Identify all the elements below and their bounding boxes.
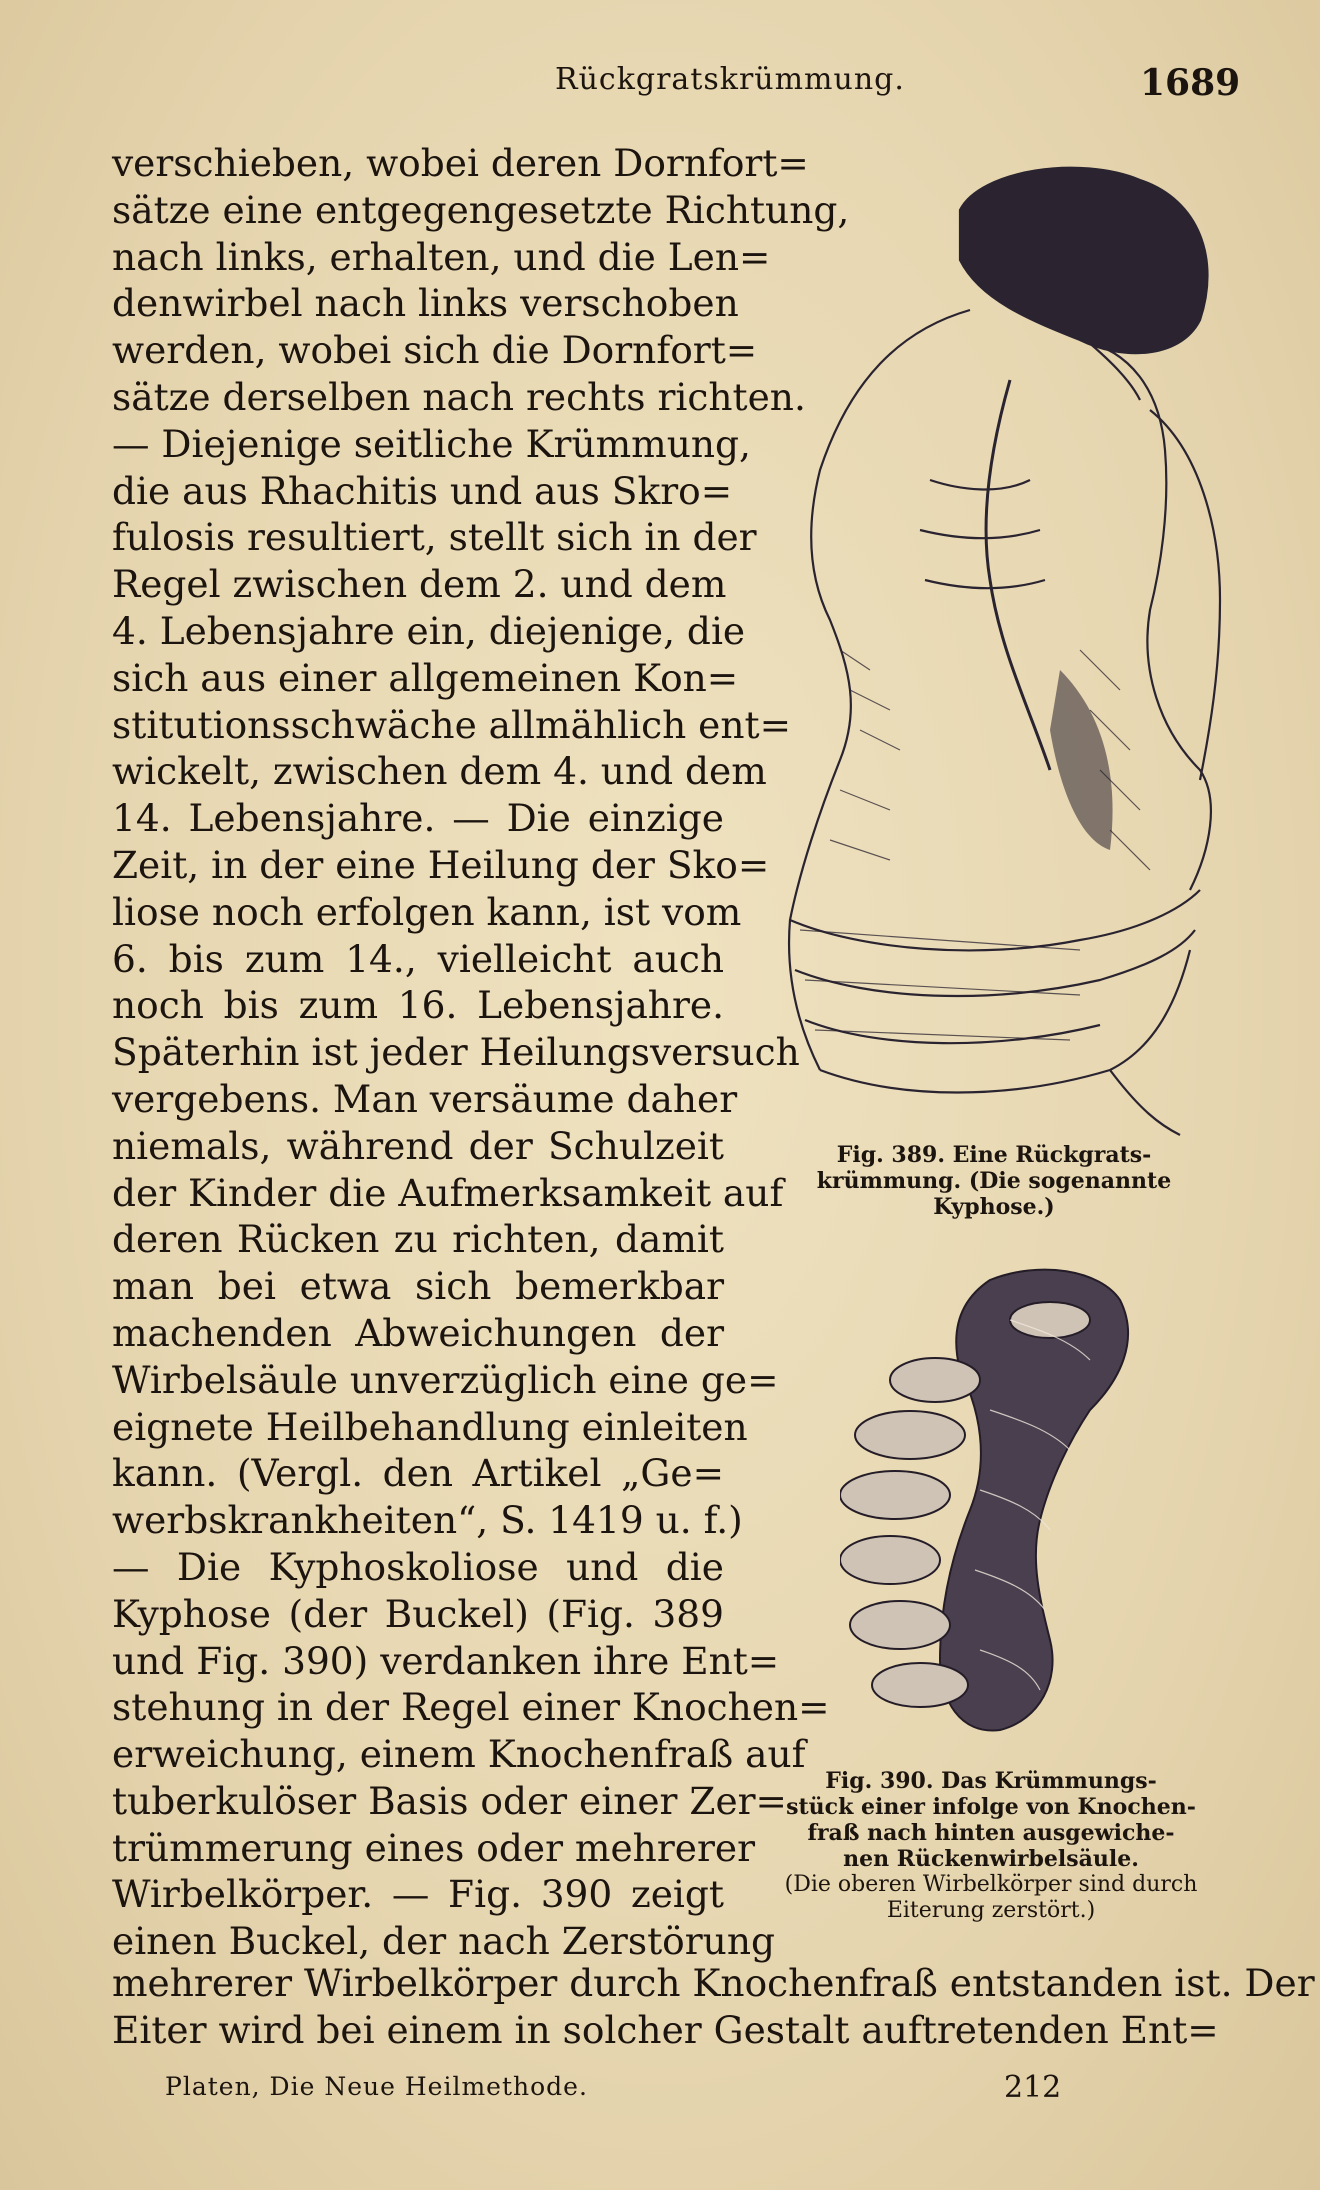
text-line: Regel zwischen dem 2. und dem (112, 562, 727, 607)
footer-book-title: Platen, Die Neue Heilmethode. (165, 2072, 588, 2101)
text-line: deren Rücken zu richten, damit (112, 1217, 724, 1262)
text-line: man bei etwa sich bemerkbar (112, 1264, 724, 1309)
text-line: — Die Kyphoskoliose und die (112, 1544, 724, 1589)
caption-line: stück einer infolge von Knochen- (786, 1794, 1196, 1820)
body-text-column (112, 140, 850, 1965)
caption-line: Kyphose.) (933, 1194, 1055, 1220)
text-line: verschieben, wobei deren Dornfort= (112, 141, 809, 185)
text-line: Eiter wird bei einem in solcher Gestalt auftretenden Ent= (112, 2007, 1219, 2052)
text-line: einen Buckel, der nach Zerstörung (112, 1919, 775, 1964)
text-line: 14. Lebensjahre. — Die einzige (112, 796, 724, 841)
text-line: stitutionsschwäche allmählich ent= (112, 702, 791, 747)
text-line: der Kinder die Aufmerksamkeit auf (112, 1170, 784, 1215)
page-number: 1689 (1140, 62, 1241, 104)
caption-line: krümmung. (Die sogenannte (816, 1168, 1172, 1194)
caption-line: fraß nach hinten ausgewiche- (807, 1820, 1175, 1846)
text-line: — Diejenige seitliche Krümmung, (112, 421, 751, 466)
text-line: denwirbel nach links verschoben (112, 281, 739, 326)
text-line: sich aus einer allgemeinen Kon= (112, 655, 739, 700)
text-line: liose noch erfolgen kann, ist vom (112, 889, 742, 934)
text-line: mehrerer Wirbelkörper durch Knochenfraß entstanden ist. Der (112, 1961, 1315, 2005)
text-line: trümmerung eines oder mehrerer (112, 1825, 755, 1870)
body-text-full-width (112, 1960, 1315, 2054)
text-line: Kyphose (der Buckel) (Fig. 389 (112, 1591, 724, 1636)
text-line: 6. bis zum 14., vielleicht auch (112, 936, 724, 981)
text-line: noch bis zum 16. Lebensjahre. (112, 983, 724, 1028)
text-line: erweichung, einem Knochenfraß auf (112, 1732, 806, 1777)
text-line: tuberkulöser Basis oder einer Zer= (112, 1778, 787, 1823)
footer-signature-number: 212 (1004, 2070, 1062, 2105)
text-line: und Fig. 390) verdanken ihre Ent= (112, 1638, 780, 1683)
caption-subline: Eiterung zerstört.) (886, 1898, 1096, 1923)
text-line: Wirbelkörper. — Fig. 390 zeigt (112, 1872, 724, 1917)
figure-390-caption (752, 1768, 1230, 1924)
text-line: Zeit, in der eine Heilung der Sko= (112, 842, 770, 887)
text-line: wickelt, zwischen dem 4. und dem (112, 749, 767, 794)
text-line: machenden Abweichungen der (112, 1310, 724, 1355)
text-line: sätze eine entgegengesetzte Richtung, (112, 187, 850, 232)
text-line: werbskrankheiten“, S. 1419 u. f.) (112, 1498, 743, 1543)
text-line: niemals, während der Schulzeit (112, 1123, 724, 1168)
text-line: stehung in der Regel einer Knochen= (112, 1685, 830, 1730)
text-line: eignete Heilbehandlung einleiten (112, 1404, 748, 1449)
text-line: die aus Rhachitis und aus Skro= (112, 468, 733, 513)
figure-390-illustration (840, 1260, 1140, 1740)
text-line: Wirbelsäule unverzüglich eine ge= (112, 1357, 779, 1402)
text-line: nach links, erhalten, und die Len= (112, 234, 771, 279)
caption-subline: (Die oberen Wirbelkörper sind durch (784, 1872, 1198, 1897)
text-line: fulosis resultiert, stellt sich in der (112, 515, 757, 560)
figure-389-illustration (780, 150, 1230, 1140)
caption-line: Fig. 390. Das Krümmungs- (825, 1768, 1157, 1794)
text-line: kann. (Vergl. den Artikel „Ge= (112, 1451, 724, 1496)
running-head: Rückgratskrümmung. (555, 62, 905, 97)
text-line: werden, wobei sich die Dornfort= (112, 328, 758, 373)
text-line: 4. Lebensjahre ein, diejenige, die (112, 608, 746, 653)
text-line: sätze derselben nach rechts richten. (112, 374, 806, 419)
text-line: vergebens. Man versäume daher (112, 1076, 738, 1121)
text-line: Späterhin ist jeder Heilungsversuch (112, 1030, 800, 1075)
caption-line: nen Rückenwirbelsäule. (843, 1846, 1139, 1872)
figure-389-caption (758, 1142, 1230, 1220)
caption-line: Fig. 389. Eine Rückgrats- (836, 1142, 1152, 1168)
